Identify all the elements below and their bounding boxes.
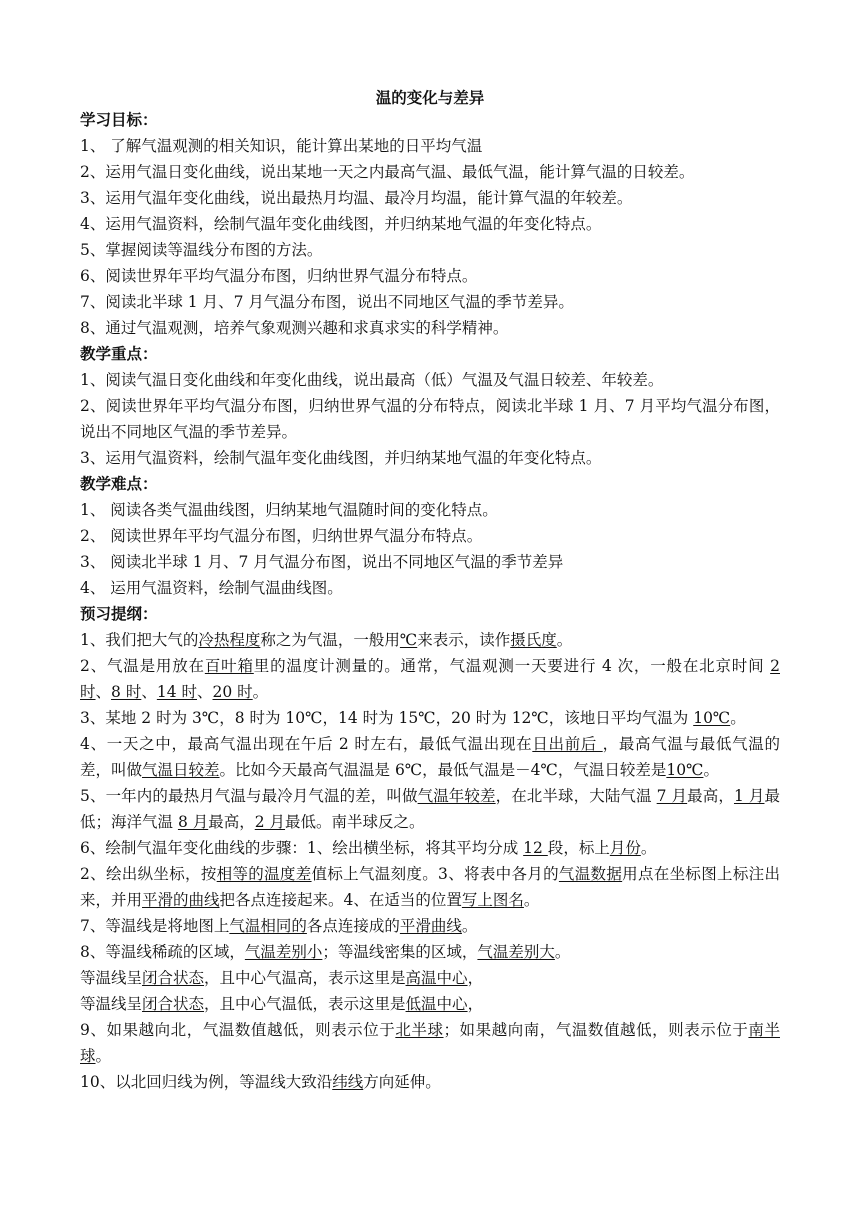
text: 用点在坐标图上标注出来，并用: [80, 865, 780, 909]
objective-item: 1、 了解气温观测的相关知识，能计算出某地的日平均气温: [80, 137, 483, 155]
text: 。: [252, 683, 269, 701]
text: 。: [556, 631, 573, 649]
text: 等温线呈: [80, 995, 143, 1013]
text: 10、以北回归线为例，等温线大致沿: [80, 1073, 333, 1091]
preview-item-6b: [80, 861, 780, 913]
text: 值标上气温刻度。3、将表中各月的: [311, 865, 559, 883]
preview-item-4: [80, 731, 780, 783]
text: 7、等温线是将地图上: [80, 917, 230, 935]
text: ，: [467, 969, 484, 987]
answer-blank: 气温差别大: [477, 943, 555, 961]
difficulties-heading: 教学难点：: [80, 475, 158, 493]
preview-item-3: [80, 705, 780, 731]
answer-blank: 闭合状态: [142, 969, 205, 987]
text: 来表示，读作: [417, 631, 511, 649]
answer-blank: 高温中心: [405, 969, 468, 987]
text: 4、一天之中，最高气温出现在午后 2 时左右，最低气温出现在: [80, 735, 533, 753]
text: 3、某地 2 时为 3℃，8 时为 10℃，14 时为 15℃，20 时为 12℃，该地日平均气温为: [80, 709, 694, 727]
text: 、: [95, 683, 112, 701]
preview-item-8: [80, 939, 780, 965]
answer-blank: 20 时: [212, 683, 253, 701]
preview-item-8a: [80, 965, 780, 991]
answer-blank: 8 月: [177, 813, 209, 831]
answer-blank: 10℃: [666, 761, 704, 779]
answer-blank: 14 时: [156, 683, 197, 701]
answer-blank: 10℃: [693, 709, 731, 727]
text: ，在北半球，大陆气温: [495, 787, 657, 805]
answer-blank: ℃: [399, 631, 418, 649]
text: 。: [554, 943, 571, 961]
answer-blank: 相等的温度差: [216, 865, 312, 883]
answer-blank: 百叶箱: [204, 657, 254, 675]
text: 2、气温是用放在: [80, 657, 205, 675]
text: 1、我们把大气的: [80, 631, 199, 649]
preview-item-9: [80, 1017, 780, 1069]
difficulty-item: 4、 运用气温资料，绘制气温曲线图。: [80, 579, 343, 597]
text: ，且中心气温高，表示这里是: [204, 969, 406, 987]
key-point-item: 1、阅读气温日变化曲线和年变化曲线，说出最高（低）气温及气温日较差、年较差。: [80, 371, 664, 389]
key-point-item: 3、运用气温资料，绘制气温年变化曲线图，并归纳某地气温的年变化特点。: [80, 449, 602, 467]
objective-item: 4、运用气温资料，绘制气温年变化曲线图，并归纳某地气温的年变化特点。: [80, 215, 602, 233]
answer-blank: 8 时: [111, 683, 142, 701]
answer-blank: 气温差别小: [244, 943, 323, 961]
answer-blank: 平滑曲线: [399, 917, 462, 935]
objective-item: 2、运用气温日变化曲线，说出某地一天之内最高气温、最低气温，能计算气温的日较差。: [80, 163, 695, 181]
text: 各点连接成的: [306, 917, 400, 935]
difficulty-item: 2、 阅读世界年平均气温分布图，归纳世界气温分布特点。: [80, 527, 483, 545]
text: 。: [730, 709, 746, 727]
text: 。: [95, 1047, 112, 1065]
answer-blank: 闭合状态: [142, 995, 205, 1013]
text: 里的温度计测量的。通常，气温观测一天要进行 4 次，一般在北京时间: [253, 657, 771, 675]
answer-blank: 7 月: [656, 787, 688, 805]
text: 。比如今天最高气温温是 6℃，最低气温是－4℃，气温日较差是: [219, 761, 667, 779]
key-point-item: 2、阅读世界年平均气温分布图，归纳世界气温的分布特点，阅读北半球 1 月、7 月平均气温分布图，说出不同地区气温的季节差异。: [80, 397, 780, 441]
text: 方向延伸。: [363, 1073, 441, 1091]
objective-item: 5、掌握阅读等温线分布图的方法。: [80, 241, 323, 259]
text: 最低。南半球反之。: [285, 813, 425, 831]
text: 2、绘出纵坐标，按: [80, 865, 217, 883]
text: 最高，: [687, 787, 734, 805]
answer-blank: 气温日较差: [142, 761, 220, 779]
text: 。: [640, 839, 657, 857]
answer-blank: 北半球: [395, 1021, 444, 1039]
text: 。: [523, 891, 540, 909]
answer-blank: 气温数据: [558, 865, 623, 883]
preview-item-6: [80, 835, 780, 861]
answer-blank: 日出前后: [532, 735, 603, 753]
preview-item-7: [80, 913, 780, 939]
text: 最高，: [208, 813, 255, 831]
text: 。: [703, 761, 719, 779]
text: 。: [461, 917, 478, 935]
preview-item-1: [80, 627, 780, 653]
preview-heading: 预习提纲：: [80, 605, 158, 623]
text: 把各点连接起来。4、在适当的位置: [219, 891, 462, 909]
preview-item-2: [80, 653, 780, 705]
text: 段，标上: [547, 839, 610, 857]
objective-item: 8、通过气温观测，培养气象观测兴趣和求真求实的科学精神。: [80, 319, 509, 337]
answer-blank: 1 月: [733, 787, 765, 805]
objective-item: 6、阅读世界年平均气温分布图，归纳世界气温分布特点。: [80, 267, 478, 285]
text: 等温线呈: [80, 969, 143, 987]
text: ，: [467, 995, 484, 1013]
answer-blank: 平滑的曲线: [142, 891, 220, 909]
key-points-heading: 教学重点：: [80, 345, 158, 363]
answer-blank: 2 时: [80, 657, 780, 701]
document-title: 温的变化与差异: [375, 89, 485, 107]
difficulty-item: 1、 阅读各类气温曲线图，归纳某地气温随时间的变化特点。: [80, 501, 498, 519]
answer-blank: 气温年较差: [417, 787, 496, 805]
text: 5、一年内的最热月气温与最冷月气温的差，叫做: [80, 787, 418, 805]
answer-blank: 气温相同的: [229, 917, 307, 935]
text: 9、如果越向北，气温数值越低，则表示位于: [80, 1021, 396, 1039]
text: 最低；海洋气温: [80, 787, 780, 831]
text: ，最高气温与最低气温的差，叫做: [80, 735, 780, 779]
answer-blank: 低温中心: [405, 995, 468, 1013]
answer-blank: 2 月: [254, 813, 286, 831]
answer-blank: 南半球: [80, 1021, 780, 1065]
objective-item: 3、运用气温年变化曲线，说出最热月均温、最冷月均温，能计算气温的年较差。: [80, 189, 633, 207]
text: 、: [141, 683, 157, 701]
text: 8、等温线稀疏的区域，: [80, 943, 245, 961]
text: ，且中心气温低，表示这里是: [204, 995, 406, 1013]
document-body: [80, 107, 780, 1095]
answer-blank: 月份: [609, 839, 641, 857]
answer-blank: 12: [523, 839, 548, 857]
preview-item-8b: [80, 991, 780, 1017]
difficulty-item: 3、 阅读北半球 1 月、7 月气温分布图，说出不同地区气温的季节差异: [80, 553, 564, 571]
preview-item-5: [80, 783, 780, 835]
text: 、: [197, 683, 213, 701]
text: ；等温线密集的区域，: [322, 943, 478, 961]
text: 6、绘制气温年变化曲线的步骤：1、绘出横坐标，将其平均分成: [80, 839, 524, 857]
text: 称之为气温，一般用: [260, 631, 400, 649]
answer-blank: 冷热程度: [198, 631, 261, 649]
answer-blank: 写上图名: [461, 891, 524, 909]
preview-item-10: [80, 1069, 780, 1095]
answer-blank: 纬线: [332, 1073, 364, 1091]
objectives-heading: 学习目标：: [80, 111, 158, 129]
answer-blank: 摄氏度: [510, 631, 557, 649]
text: ；如果越向南，气温数值越低，则表示位于: [443, 1021, 749, 1039]
objective-item: 7、阅读北半球 1 月、7 月气温分布图，说出不同地区气温的季节差异。: [80, 293, 574, 311]
